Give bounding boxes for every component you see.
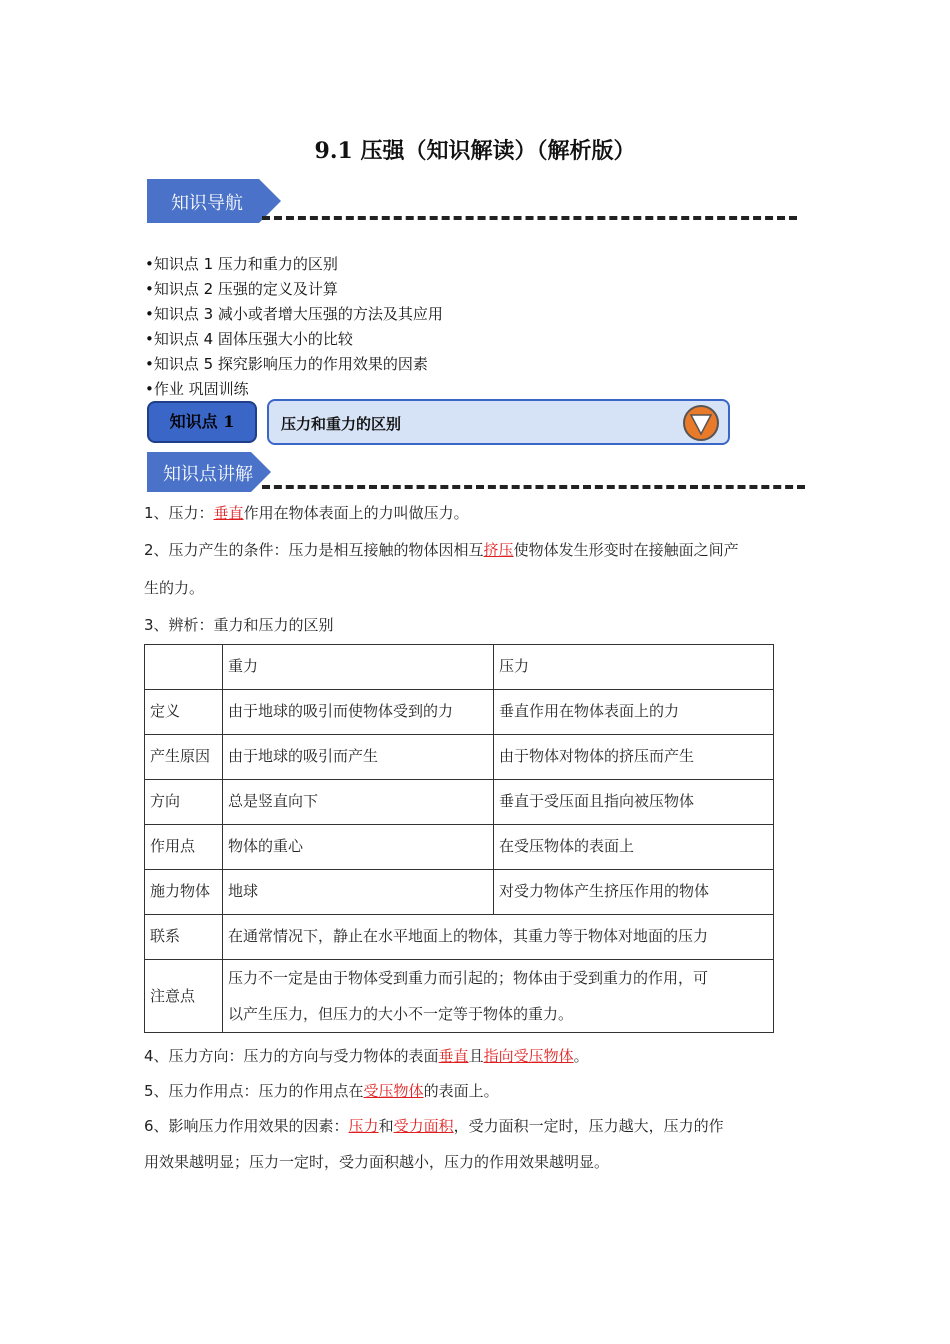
paragraph-6: 6、影响压力作用效果的因素：压力和受力面积，受力面积一定时，压力越大，压力的作 xyxy=(144,1117,724,1135)
paragraph-4: 4、压力方向：压力的方向与受力物体的表面垂直且指向受压物体。 xyxy=(144,1047,589,1065)
toc-item[interactable]: •知识点 4 固体压强大小的比较 xyxy=(145,330,353,348)
section-divider xyxy=(262,216,797,225)
table-row: 联系 在通常情况下，静止在水平地面上的物体，其重力等于物体对地面的压力 xyxy=(145,915,774,960)
comparison-table xyxy=(144,644,774,1033)
toc-list xyxy=(145,252,443,402)
paragraph-2: 2、压力产生的条件：压力是相互接触的物体因相互挤压使物体发生形变时在接触面之间产 xyxy=(144,541,739,559)
knowledge-point-header xyxy=(267,399,730,445)
table-header-cell: 重力 xyxy=(228,657,259,675)
highlight-term: 压力 xyxy=(348,1117,379,1135)
highlight-term: 指向受压物体 xyxy=(483,1047,574,1065)
explain-banner-label: 知识点讲解 xyxy=(163,464,253,485)
table-row: 作用点 物体的重心 在受压物体的表面上 xyxy=(145,825,774,870)
table-row: 定义 由于地球的吸引而使物体受到的力 垂直作用在物体表面上的力 xyxy=(145,690,774,735)
table-row: 注意点 压力不一定是由于物体受到重力而引起的；物体由于受到重力的作用，可 以产生压力，但压力的大小不一定等于物体的重力。 xyxy=(145,960,774,1033)
explain-banner xyxy=(147,452,277,496)
nav-banner-label: 知识导航 xyxy=(171,193,243,214)
toc-item[interactable]: •知识点 1 压力和重力的区别 xyxy=(145,255,338,273)
toc-item[interactable]: •知识点 5 探究影响压力的作用效果的因素 xyxy=(145,355,428,373)
table-row: 方向 总是竖直向下 垂直于受压面且指向被压物体 xyxy=(145,780,774,825)
section-divider xyxy=(262,485,805,494)
knowledge-point-badge: 知识点 1 xyxy=(147,401,257,443)
knowledge-point-title: 压力和重力的区别 xyxy=(281,415,402,433)
toc-item[interactable]: •知识点 2 压强的定义及计算 xyxy=(145,280,338,298)
toc-item[interactable]: •作业 巩固训练 xyxy=(145,380,249,398)
table-header-row xyxy=(145,645,774,690)
paragraph-5: 5、压力作用点：压力的作用点在受压物体的表面上。 xyxy=(144,1082,499,1100)
paragraph-6-cont: 用效果越明显；压力一定时，受力面积越小，压力的作用效果越明显。 xyxy=(144,1153,610,1171)
highlight-term: 受压物体 xyxy=(363,1082,424,1100)
collapse-triangle-icon[interactable] xyxy=(682,404,720,446)
highlight-term: 受力面积 xyxy=(393,1117,454,1135)
table-row: 产生原因 由于地球的吸引而产生 由于物体对物体的挤压而产生 xyxy=(145,735,774,780)
highlight-term: 垂直 xyxy=(438,1047,469,1065)
table-header-cell: 压力 xyxy=(499,657,530,675)
highlight-term: 挤压 xyxy=(483,541,514,559)
page-title: 9.1 压强（知识解读）（解析版） xyxy=(314,138,636,164)
paragraph-3: 3、辨析：重力和压力的区别 xyxy=(144,616,334,634)
paragraph-2-cont: 生的力。 xyxy=(144,579,205,597)
table-row: 施力物体 地球 对受力物体产生挤压作用的物体 xyxy=(145,870,774,915)
toc-item[interactable]: •知识点 3 减小或者增大压强的方法及其应用 xyxy=(145,305,443,323)
highlight-term: 垂直 xyxy=(213,504,244,522)
paragraph-1: 1、压力：垂直作用在物体表面上的力叫做压力。 xyxy=(144,504,469,522)
